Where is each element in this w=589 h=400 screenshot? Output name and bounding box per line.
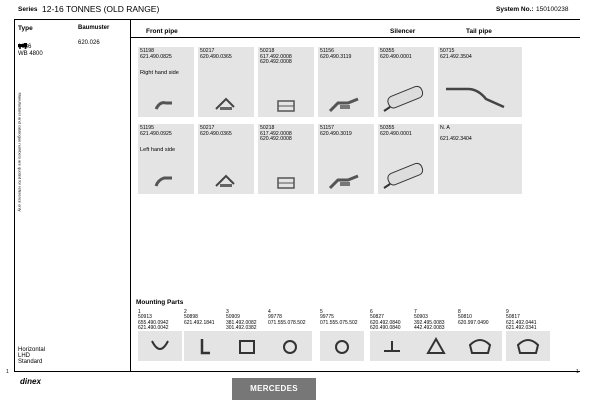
part-number: 50217 620.490.0365	[200, 48, 232, 60]
part-codes: 50817 621.492.0441 621.492.0341	[506, 314, 537, 331]
part-number: 51156 620.490.3119	[320, 48, 352, 60]
bracket-icon	[198, 87, 254, 117]
part-codes: 50913 655.490.0942 621.490.0042	[138, 314, 169, 331]
header-rule	[14, 19, 580, 20]
part-cell-51198[interactable]	[138, 47, 194, 117]
part-index: 4	[268, 309, 271, 315]
part-number: 50217 620.490.0365	[200, 125, 232, 137]
corner-mark: 1	[6, 369, 9, 375]
part-codes: 99775 071.555.075.502	[320, 314, 358, 326]
part-index: 9	[506, 309, 509, 315]
clamp-icon	[258, 87, 314, 117]
brand-label: MERCEDES	[232, 378, 316, 400]
mounting-part-50913[interactable]	[138, 309, 169, 332]
bottom-rule	[14, 371, 580, 372]
side-label: Right hand side	[140, 70, 179, 76]
baumuster-value: 620.026	[78, 40, 100, 46]
part-codes: 50898 621.492.1841	[184, 314, 215, 326]
part-number: 50218 617.492.0008 620.492.0008	[260, 48, 292, 66]
series-label: Series	[18, 6, 38, 13]
intermediate-pipe-icon	[318, 164, 374, 194]
mounting-part-99775[interactable]	[320, 309, 358, 326]
part-codes: 50903 392.495.0083 442.492.0083	[414, 314, 445, 331]
part-number: 51157 620.490.3019	[320, 125, 352, 137]
part-codes: 50827 620.492.0840 620.490.0840	[370, 314, 401, 331]
part-index: 8	[458, 309, 461, 315]
model-number: 1636	[18, 44, 32, 50]
part-codes: 50810 620.997.0490	[458, 314, 489, 326]
mounting-part-50898[interactable]	[184, 309, 215, 326]
front-pipe-heading: Front pipe	[146, 28, 178, 35]
part-cell-50218-l[interactable]	[258, 124, 314, 194]
part-number: 51198 621.490.0825	[140, 48, 172, 60]
engine-code: WB 4800	[18, 51, 43, 57]
part-codes: 50909 381.492.0082 301.492.0382	[226, 314, 257, 331]
part-cell-51156[interactable]	[318, 47, 374, 117]
vertical-note: Manufacturer and catalogue numbers are quoted for reference only	[17, 92, 23, 212]
part-image	[506, 331, 550, 361]
silencer-icon	[378, 154, 434, 194]
part-cell-50355-l[interactable]	[378, 124, 434, 194]
mounting-parts-heading: Mounting Parts	[136, 299, 184, 306]
part-cell-50217-l[interactable]	[198, 124, 254, 194]
part-codes: 99778 071.555.078.502	[268, 314, 306, 326]
left-divider	[14, 19, 15, 371]
part-number: 50715 621.492.3504	[440, 48, 472, 60]
side-label: Left hand side	[140, 147, 176, 153]
dinex-logo: dinex	[20, 377, 41, 386]
tail-pipe-icon	[438, 77, 522, 117]
part-image	[458, 331, 502, 361]
part-image	[320, 331, 364, 361]
tail-pipe-heading: Tail pipe	[466, 28, 492, 35]
series-value: 12-16 TONNES (OLD RANGE)	[42, 4, 160, 14]
part-index: 3	[226, 309, 229, 315]
part-index: 1	[138, 309, 141, 315]
config-line-2: LHD	[18, 353, 31, 359]
part-index: 6	[370, 309, 373, 315]
front-pipe-icon	[138, 164, 194, 194]
part-index: 7	[414, 309, 417, 315]
config-line-3: Standard	[18, 359, 43, 365]
part-cell-50217-r[interactable]	[198, 47, 254, 117]
part-image	[138, 331, 182, 361]
bracket-icon	[198, 164, 254, 194]
left-column-divider	[130, 19, 131, 371]
page-mark: 1	[576, 369, 579, 375]
part-cell-50715[interactable]	[438, 47, 522, 117]
mounting-part-50903[interactable]	[414, 309, 445, 332]
part-cell-51195[interactable]	[138, 124, 194, 194]
mounting-part-50909[interactable]	[226, 309, 257, 337]
clamp-icon	[258, 164, 314, 194]
part-number: 50355 620.490.0001	[380, 125, 412, 137]
silencer-heading: Silencer	[390, 28, 416, 35]
part-image	[370, 331, 414, 361]
system-label: System No.:	[496, 6, 534, 13]
part-number: N. A 621.492.3404	[440, 125, 472, 143]
part-number: 50355 620.490.0001	[380, 48, 412, 60]
mounting-part-50810[interactable]	[458, 309, 489, 326]
type-label: Type	[18, 25, 33, 32]
baumuster-label: Baumuster	[78, 25, 110, 31]
config-line-1: Horizontal	[18, 347, 46, 353]
front-pipe-icon	[138, 87, 194, 117]
mounting-part-50827[interactable]	[370, 309, 401, 332]
silencer-icon	[378, 77, 434, 117]
part-image	[414, 331, 458, 361]
part-index: 5	[320, 309, 323, 315]
system-value: 150100238	[536, 6, 569, 13]
part-cell-na[interactable]	[438, 124, 522, 194]
part-number: 50218 617.492.0008 620.492.0008	[260, 125, 292, 143]
part-image	[268, 331, 312, 361]
part-cell-51157[interactable]	[318, 124, 374, 194]
part-index: 2	[184, 309, 187, 315]
part-cell-50218-r[interactable]	[258, 47, 314, 117]
mounting-part-99778[interactable]	[268, 309, 306, 326]
part-image	[184, 331, 228, 361]
part-cell-50355-r[interactable]	[378, 47, 434, 117]
part-image	[226, 331, 270, 361]
section-rule	[130, 37, 580, 38]
part-number: 51195 621.490.0925	[140, 125, 172, 137]
intermediate-pipe-icon	[318, 87, 374, 117]
mounting-part-50817[interactable]	[506, 309, 537, 332]
